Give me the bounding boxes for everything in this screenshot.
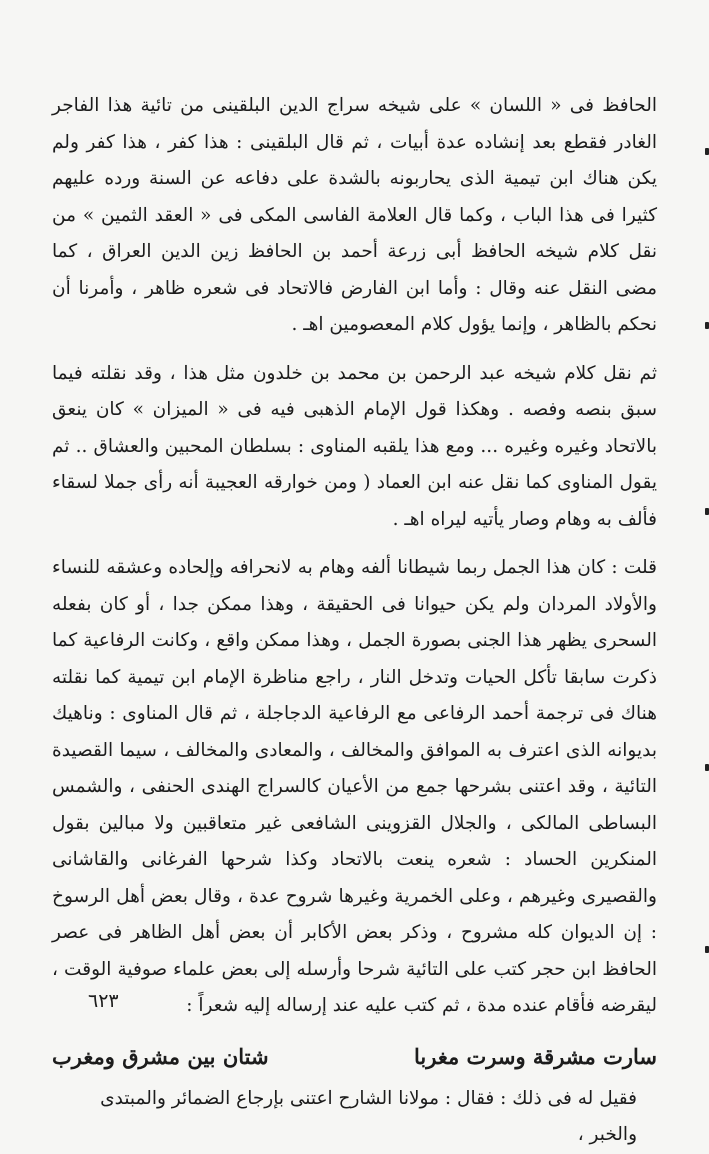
post-verse-line: فقيل له فى ذلك : فقال : مولانا الشارح اعتنى بإرجاع الضمائر والمبتدى والخبر ، [100, 1087, 637, 1145]
binding-mark [705, 322, 709, 329]
paragraph-1: الحافظ فى « اللسان » على شيخه سراج الدين البلقينى من تائية هذا الفاجر الغادر فقطع بعد إنشاده عدة أبيات ، ثم قال البلقينى : هذا كفر ، هذا كفر ولم يكن هناك ابن تيمية الذى يحاربونه بالشدة على دفاعه عن السنة ورده عليهم كثيرا فى هذا الباب ، وكما قال العلامة الفاسى المكى فى « العقد الثمين » من نقل كلام شيخه الحافظ أبى زرعة أحمد بن الحافظ زين الدين العراق ، كما مضى النقل عنه وقال : وأما ابن الفارض فالاتحاد فى شعره ظاهر ، وأمرنا أن نحكم بالظاهر ، وإنما يؤول كلام المعصومين اهـ . [52, 95, 657, 335]
paragraph-2: ثم نقل كلام شيخه عبد الرحمن بن محمد بن خلدون مثل هذا ، وقد نقلته فيما سبق بنصه وفصه . وهكذا قول الإمام الذهبى فيه فى « الميزان » كان ينعق بالاتحاد وغيره وغيره ... ومع هذا يلقبه المناوى : بسلطان المحبين والعشاق .. ثم يقول المناوى كما نقل عنه ابن العماد ( ومن خوارقه العجيبة أنه رأى جملا لسقاء فألف به وهام وصار يأتيه ليراه اهـ . [52, 362, 657, 530]
document-page [52, 88, 657, 1154]
binding-mark [705, 946, 709, 953]
binding-mark [705, 764, 709, 771]
page-number: ٦٢٣ [88, 990, 119, 1012]
poem-verse [52, 1037, 657, 1077]
paragraph-3: قلت : كان هذا الجمل ربما شيطانا ألفه وهام به لانحرافه وإلحاده وعشقه للنساء والأولاد المردان ولم يكن حيوانا فى الحقيقة ، وهذا ممكن جدا ، أو كان بفعله السحرى يظهر هذا الجنى بصورة الجمل ، وهذا ممكن واقع ، وكانت الرفاعية كما ذكرت سابقا تأكل الحيات وتدخل النار ، راجع مناظرة الإمام ابن تيمية كما نقلته هناك فى ترجمة أحمد الرفاعى مع الرفاعية الدجاجلة ، ثم قال المناوى : وناهيك بديوانه الذى اعترف به الموافق والمخالف ، والمعادى والمخالف ، سيما القصيدة التائية ، وقد اعتنى بشرحها جمع من الأعيان كالسراج الهندى الحنفى ، والشمس البساطى المالكى ، والجلال القزوينى الشافعى غير متعاقبين ولا مبالين بقول المنكرين الحساد : شعره ينعت بالاتحاد وكذا شرحها الفرغانى والقاشانى والقصيرى وغيرهم ، وعلى الخمرية وغيرها شروح عدة ، وقال بعض أهل الرسوخ : إن الديوان كله مشروح ، وذكر بعض الأكابر أن بعض أهل الظاهر فى عصر الحافظ ابن حجر كتب على التائية شرحا وأرسله إلى بعض علماء صوفية الوقت ، ليقرضه فأقام عنده مدة ، ثم كتب عليه عند إرساله إليه شعراً : [52, 557, 657, 1016]
verse-second-hemistich: شتان بين مشرق ومغرب [52, 1043, 269, 1069]
binding-mark [705, 508, 709, 515]
verse-first-hemistich: سارت مشرقة وسرت مغربا [413, 1043, 657, 1069]
binding-mark [705, 148, 709, 155]
